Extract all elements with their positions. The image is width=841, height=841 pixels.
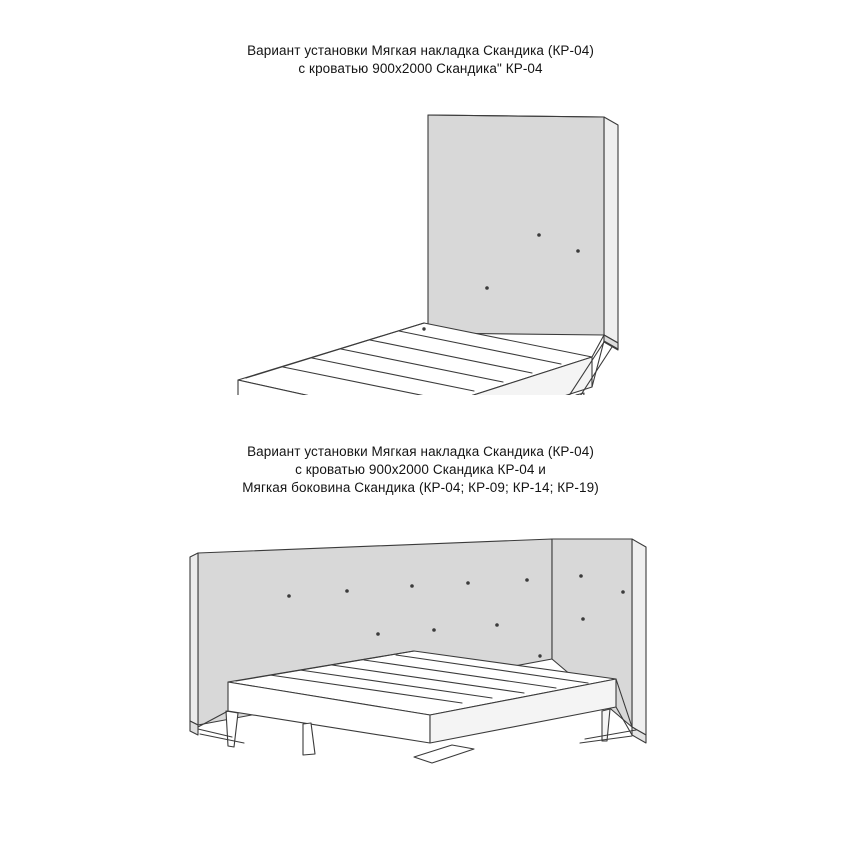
bed-leg-rear-right bbox=[576, 393, 584, 395]
figure-2-bed-with-headboard-and-side-panel bbox=[0, 515, 841, 795]
tufting-button bbox=[525, 578, 529, 582]
headboard-soft-panel bbox=[428, 115, 604, 335]
figure-1-caption-line-1: Вариант установки Мягкая накладка Скандика (КР-04) bbox=[247, 43, 594, 58]
tufting-button bbox=[376, 632, 380, 636]
figure-1-caption bbox=[0, 42, 841, 78]
bed-leg-front-mid bbox=[303, 723, 315, 755]
tufting-button bbox=[432, 628, 436, 632]
soft-side-panel-back-edge bbox=[190, 553, 198, 725]
headboard-back-edge bbox=[604, 117, 618, 343]
tufting-button bbox=[466, 581, 470, 585]
tufting-button bbox=[495, 623, 499, 627]
bed-to-headboard-connector bbox=[592, 341, 604, 387]
headboard-brace bbox=[585, 730, 636, 739]
side-panel-brace bbox=[200, 734, 244, 743]
tufting-button bbox=[576, 249, 580, 253]
tufting-button bbox=[485, 286, 489, 290]
fixing-point-marker bbox=[422, 327, 425, 330]
figure-2-caption-line-2: с кроватью 900х2000 Скандика КР-04 и bbox=[295, 462, 546, 477]
tufting-button bbox=[410, 584, 414, 588]
figure-2-caption-line-3: Мягкая боковина Скандика (КР-04; КР-09; КР-14; КР-19) bbox=[242, 480, 599, 495]
fixing-point-marker bbox=[538, 654, 541, 657]
bed-support-bar bbox=[414, 745, 474, 763]
figure-2-caption-line-1: Вариант установки Мягкая накладка Скандика (КР-04) bbox=[247, 444, 594, 459]
bed-headboard-side-illustration bbox=[0, 515, 841, 795]
tufting-button bbox=[537, 233, 541, 237]
tufting-button bbox=[579, 574, 583, 578]
tufting-button bbox=[345, 589, 349, 593]
headboard-back-edge bbox=[632, 539, 646, 735]
tufting-button bbox=[581, 617, 585, 621]
bed-headboard-illustration bbox=[0, 95, 841, 395]
tufting-button bbox=[287, 594, 291, 598]
figure-2-caption bbox=[0, 443, 841, 497]
figure-1-bed-with-headboard-panel bbox=[0, 95, 841, 395]
figure-1-caption-line-2: с кроватью 900х2000 Скандика" КР-04 bbox=[298, 61, 543, 76]
tufting-button bbox=[621, 590, 625, 594]
